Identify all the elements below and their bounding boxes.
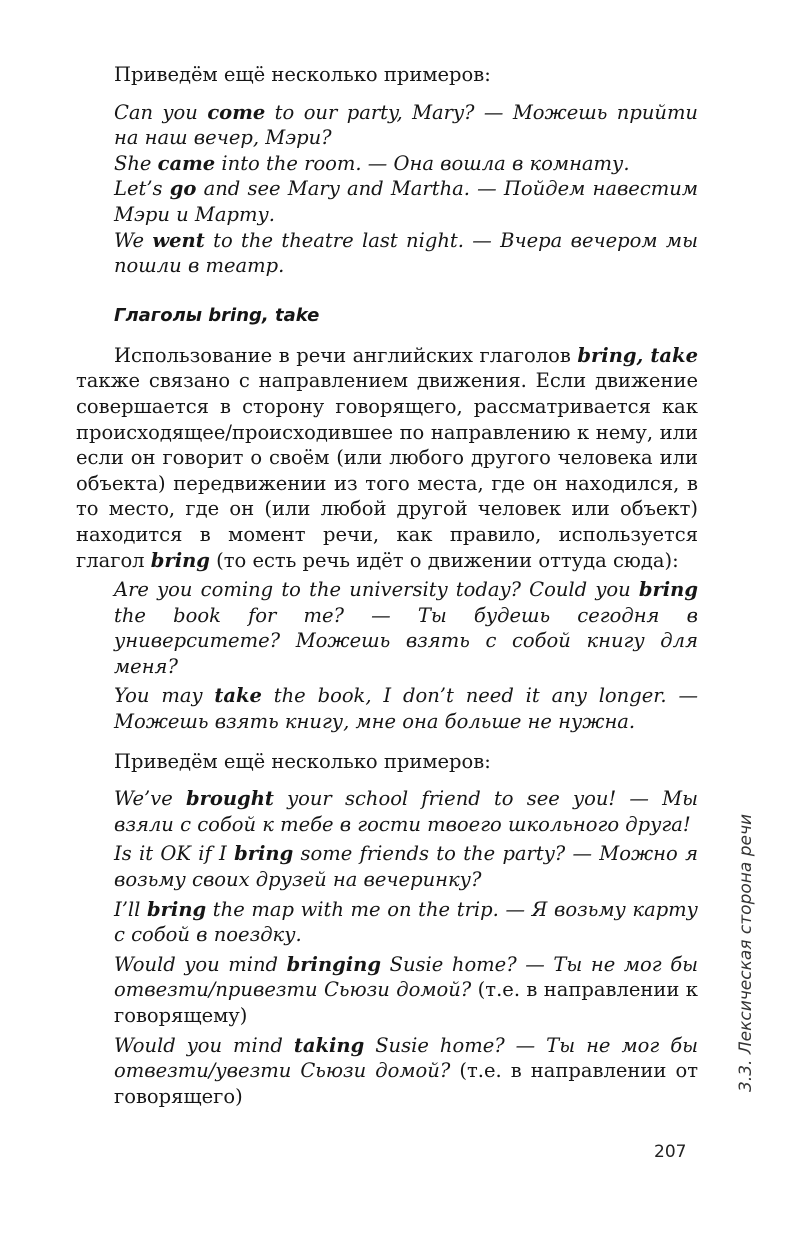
example-bringing: Would you mind bringing Susie home? — Ты не мог бы отвезти/привезти Сьюзи домой? (т.е. в направлении к говорящему) [114, 952, 698, 1027]
page-number: 207 [654, 1142, 687, 1162]
example-come: Can you come to our party, Mary? — Можешь прийти на наш вечер, Мэри? [114, 100, 698, 150]
explanation-paragraph: Использование в речи английских глаголов bring, take также связано с направлением движения. Если движение совершается в сторону говорящего, рассматривается как происходящее/происходившее по направлению к нему, или если он говорит о своём (или любого другого человека или объекта) передвижении из того места, где он находился, в то место, где он (или любой другой человек или объект) находится в момент речи, как правило, используется глагол bring (то есть речь идёт о движении оттуда сюда): [76, 343, 698, 572]
example-went: We went to the theatre last night. — Вчера вечером мы пошли в театр. [114, 228, 698, 278]
example-came: She came into the room. — Она вошла в комнату. [114, 151, 630, 175]
example-taking: Would you mind taking Susie home? — Ты не мог бы отвезти/увезти Сьюзи домой? (т.е. в направлении от говорящего) [114, 1033, 698, 1108]
intro-line-1: Приведём ещё несколько примеров: [114, 63, 491, 86]
running-head: 3.3. Лексическая сторона речи [736, 813, 756, 1092]
section-heading: Глаголы bring, take [114, 304, 320, 326]
example-take-book: You may take the book, I don’t need it any longer. — Можешь взять книгу, мне она больше не нужна. [114, 684, 698, 734]
page-body [76, 62, 698, 1109]
examples-group-3 [76, 786, 698, 1109]
example-go: Let’s go and see Mary and Martha. — Пойдем навестим Мэри и Марту. [114, 177, 698, 226]
example-bring-book: Are you coming to the university today? Could you bring the book for me? — Ты будешь сегодня в университете? Можешь взять с собой книгу для меня? [114, 578, 698, 678]
example-brought: We’ve brought your school friend to see you! — Мы взяли с собой к тебе в гости твоего школьного друга! [114, 787, 698, 836]
intro-line-2: Приведём ещё несколько примеров: [114, 749, 491, 773]
example-bring-map: I’ll bring the map with me on the trip. — Я возьму карту с собой в поездку. [114, 897, 698, 947]
example-bring-friends: Is it OK if I bring some friends to the party? — Можно я возьму своих друзей на вечеринку? [114, 842, 698, 892]
examples-group-1 [76, 100, 698, 279]
